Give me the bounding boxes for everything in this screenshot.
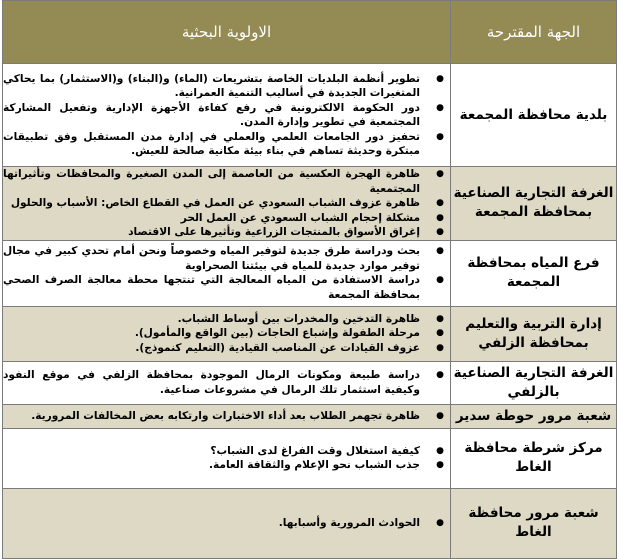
priorities-cell <box>3 167 451 241</box>
list-item <box>3 458 450 473</box>
table-row <box>3 361 617 404</box>
priority-list <box>3 444 450 473</box>
priority-text: تطوير أنظمة البلديات الخاصة بتشريعات (الماء) و(البناء) و(الاستثمار) بما يحاكي المتغيرات الجديدة في أساليب التنمية العمرانية. <box>3 72 420 99</box>
list-item <box>3 225 450 240</box>
priorities-cell <box>3 404 451 428</box>
list-item <box>3 273 450 302</box>
priority-text: الحوادث المرورية وأسبابها. <box>278 516 420 529</box>
list-item <box>3 101 450 130</box>
priority-list <box>3 409 450 424</box>
list-item <box>3 167 450 196</box>
priorities-cell <box>3 306 451 361</box>
list-item <box>3 196 450 211</box>
priority-text: ظاهرة عزوف الشباب السعودي عن العمل في القطاع الخاص: الأسباب والحلول <box>10 197 420 209</box>
priorities-cell <box>3 64 451 167</box>
list-item <box>3 211 450 226</box>
bullet-icon: ● <box>436 227 444 237</box>
entity-cell: شعبة مرور حوطة سدير <box>451 404 617 428</box>
bullet-icon: ● <box>436 73 444 84</box>
priority-text: ظاهرة التدخين والمخدرات بين أوساط الشباب. <box>177 312 420 325</box>
priority-text: جذب الشباب نحو الإعلام والثقافة العامة. <box>208 459 420 471</box>
priority-list <box>3 312 450 356</box>
bullet-icon: ● <box>436 342 444 353</box>
entity-cell: إدارة التربية والتعليم بمحافظة الزلفي <box>451 306 617 361</box>
header-priorities: الاولوية البحثية <box>3 1 451 64</box>
bullet-icon: ● <box>436 212 444 223</box>
priority-text: دراسة طبيعة ومكونات الرمال الموجودة بمحافظة الزلفي في موقع النفود وكيفية استثمار تلك الرمال في مشروعات صناعية. <box>3 369 420 396</box>
list-item <box>3 326 450 341</box>
bullet-icon: ● <box>436 198 444 208</box>
priority-text: كيفية استغلال وقت الفراغ لدى الشباب؟ <box>210 444 420 457</box>
priorities-cell <box>3 428 451 488</box>
bullet-icon: ● <box>436 275 444 285</box>
priority-text: ظاهرة الهجرة العكسية من العاصمة إلى المدن الصغيرة والمحافظات وتأثيراتها المجتمعية <box>3 168 420 195</box>
bullet-icon: ● <box>436 328 444 339</box>
list-item <box>3 244 450 273</box>
priority-list <box>3 516 450 531</box>
entity-cell: شعبة مرور محافظة الغاط <box>451 488 617 558</box>
priorities-cell <box>3 361 451 404</box>
list-item <box>3 444 450 459</box>
table-row <box>3 240 617 306</box>
list-item <box>3 341 450 356</box>
priorities-cell <box>3 240 451 306</box>
research-priorities-table <box>2 0 617 559</box>
priorities-cell <box>3 488 451 558</box>
bullet-icon: ● <box>436 410 444 421</box>
entity-cell: الغرفة التجارية الصناعية بالزلفي <box>451 361 617 404</box>
bullet-icon: ● <box>436 313 444 324</box>
table-row <box>3 167 617 241</box>
list-item <box>3 130 450 159</box>
list-item <box>3 312 450 327</box>
priority-text: ظاهرة تجهمر الطلاب بعد أداء الاختبارات وارتكابه بعض المخالفات المرورية. <box>31 409 420 422</box>
bullet-icon: ● <box>436 460 444 470</box>
table-row <box>3 404 617 428</box>
table-row <box>3 64 617 167</box>
priority-text: إغراق الأسواق بالمنتجات الزراعية وتأثيرها على الاقتصاد <box>128 226 420 238</box>
bullet-icon: ● <box>436 246 444 256</box>
bullet-icon: ● <box>436 370 444 380</box>
entity-cell: بلدية محافظة المجمعة <box>451 64 617 167</box>
priority-text: بحث ودراسة طرق جديدة لتوفير المياه وخصوصاً ونحن أمام تحدي كبير في مجال توفير موارد جديدة للمياه في بيئتنا الصحراوية <box>3 245 420 272</box>
priority-list <box>3 167 450 240</box>
bullet-icon: ● <box>436 131 444 142</box>
priority-list <box>3 368 450 397</box>
priority-text: تحفيز دور الجامعات العلمي والعملي في إدارة مدن المستقبل وفق تطبيقات مبتكرة وحديثة تساهم في بناء بيئة مكانية صالحة للعيش. <box>3 130 420 157</box>
bullet-icon: ● <box>436 169 444 179</box>
bullet-icon: ● <box>436 445 444 456</box>
table-row <box>3 488 617 558</box>
priority-text: مشكلة إحجام الشباب السعودي عن العمل الحر <box>180 211 420 224</box>
list-item <box>3 516 450 531</box>
header-row <box>3 1 617 64</box>
priority-text: مرحلة الطفولة وإشباع الحاجات (بين الواقع والمأمول). <box>134 327 420 340</box>
table-row <box>3 428 617 488</box>
priority-text: دراسة الاستفادة من المياه المعالجة التي تنتجها محطة معالجة الصرف الصحي بمحافظة المجمعة <box>3 274 420 301</box>
entity-cell: الغرفة التجارية الصناعية بمحافظة المجمعة <box>451 167 617 241</box>
priority-text: دور الحكومة الالكترونية في رفع كفاءة الأجهزة الإدارية وتفعيل المشاركة المجتمعية في تطوير وإدارة المدن. <box>3 101 420 128</box>
header-entity: الجهة المقترحة <box>451 1 617 64</box>
table-row <box>3 306 617 361</box>
list-item <box>3 368 450 397</box>
entity-cell: مركز شرطة محافظة الغاط <box>451 428 617 488</box>
list-item <box>3 409 450 424</box>
entity-cell: فرع المياه بمحافظة المجمعة <box>451 240 617 306</box>
priority-text: عزوف القيادات عن المناصب القيادية (التعليم كنموذج). <box>135 341 420 354</box>
priority-list <box>3 72 450 159</box>
list-item <box>3 72 450 101</box>
bullet-icon: ● <box>436 102 444 113</box>
bullet-icon: ● <box>436 517 444 528</box>
priority-list <box>3 244 450 302</box>
